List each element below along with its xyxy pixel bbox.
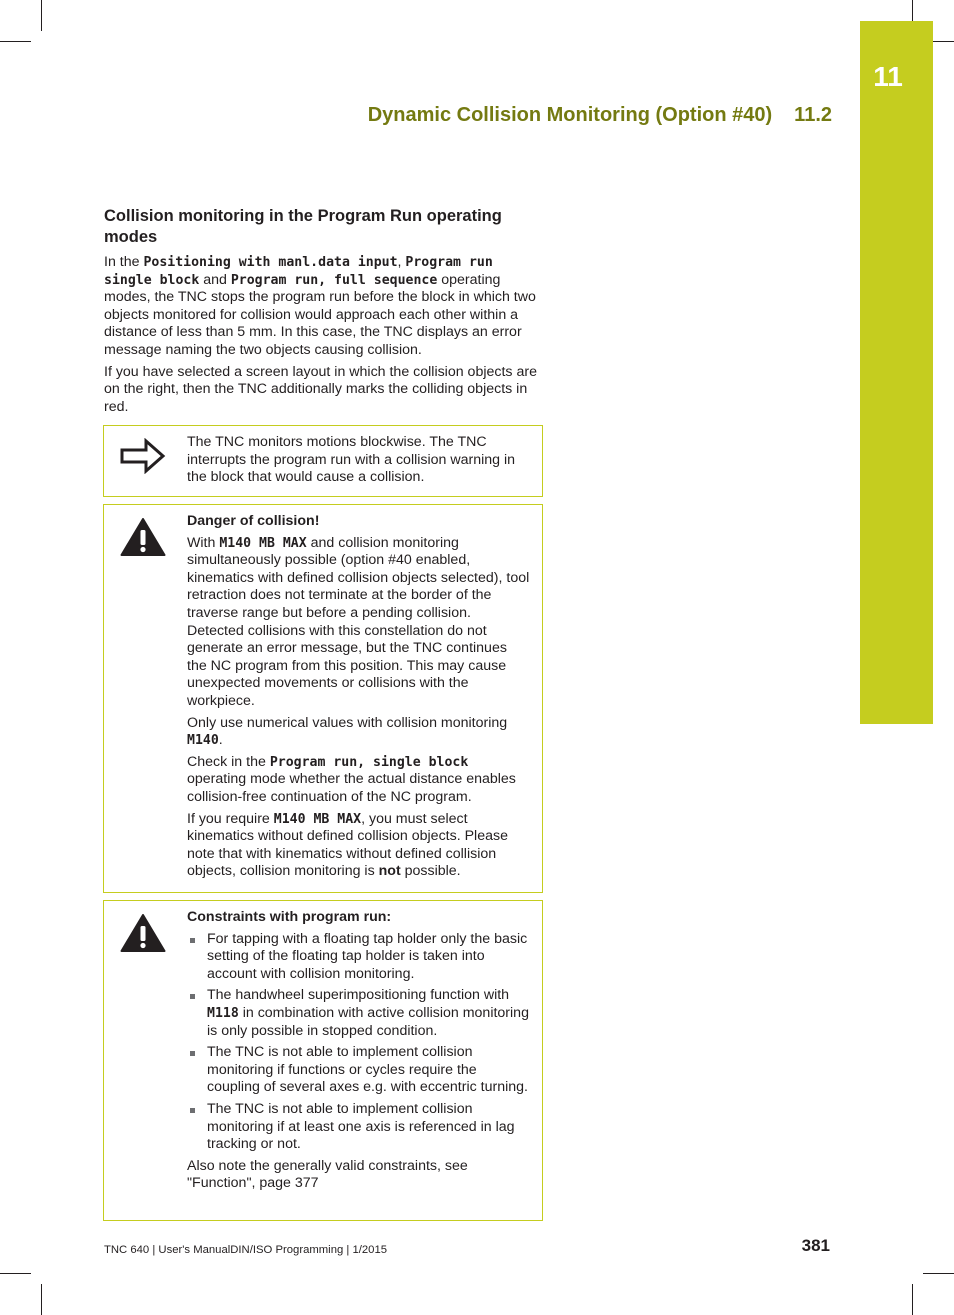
chapter-tab [860,21,933,724]
danger-paragraph: Check in the Program run, single block operating mode whether the actual distance enables collision-free continuation of the NC program. [187,753,516,805]
constraints-box [103,900,543,1221]
constraints-title: Constraints with program run: [187,909,392,925]
crop-mark [0,41,31,42]
constraints-list [187,931,530,1154]
bullet-icon [190,994,195,999]
bullet-icon [190,938,195,943]
list-item: The handwheel superimpositioning function with M118 in combination with active collision monitoring is only possible in stopped condition. [187,987,530,1040]
footer-text: TNC 640 | User's ManualDIN/ISO Programming | 1/2015 [104,1244,388,1256]
crop-mark [912,1284,913,1315]
note-text: The TNC monitors motions blockwise. The TNC interrupts the program run with a collision warning in the block that would cause a collision. [187,434,516,486]
list-item: For tapping with a floating tap holder only the basic setting of the floating tap holder is taken into account with collision monitoring. [187,931,530,984]
section-title: Dynamic Collision Monitoring (Option #40) [367,104,773,126]
crop-mark [923,1273,954,1274]
crop-mark [41,0,42,31]
intro-paragraph: In the Positioning with manl.data input, Program run single block and Program run, full sequence operating modes, the TNC stops the program run before the block in which two objects monitored for collision would approach each other within a distance of less than 5 mm. In this case, the TNC displays an error message naming the two objects causing collision. [104,254,536,358]
note-box [103,425,543,497]
list-item: The TNC is not able to implement collision monitoring if functions or cycles require the coupling of several axes e.g. with eccentric turning. [187,1044,530,1097]
danger-paragraph: Only use numerical values with collision monitoring M140. [187,714,508,749]
constraints-footer: Also note the generally valid constraints, see "Function", page 377 [187,1157,468,1192]
bullet-icon [190,1108,195,1113]
main-content [104,206,543,420]
danger-paragraph: With M140 MB MAX and collision monitoring simultaneously possible (option #40 enabled, kinematics with defined collision objects selected), tool retraction does not terminate at the border of the traverse range but before a pending collision. Detected collisions with this constellation do not generate an error message, but the TNC continues the NC program from this position. This may cause unexpected movements or collisions with the workpiece. [187,534,530,709]
intro-paragraph-2: If you have selected a screen layout in which the collision objects are on the right, then the TNC additionally marks the colliding objects in red. [104,363,537,415]
crop-mark [0,1273,31,1274]
running-head [368,104,832,127]
section-number: 11.2 [794,104,832,126]
list-item: The TNC is not able to implement collision monitoring if at least one axis is referenced in lag tracking or not. [187,1101,530,1154]
danger-box [103,504,543,893]
page-number: 381 [801,1236,830,1255]
bullet-icon [190,1051,195,1056]
danger-title: Danger of collision! [187,513,320,529]
page-heading: Collision monitoring in the Program Run operating modes [104,207,502,246]
crop-mark [41,1284,42,1315]
warning-icon [120,913,166,953]
danger-paragraph: If you require M140 MB MAX, you must select kinematics without defined collision objects. Please note that with kinematics without defined collision objects, collision monitoring is not possible. [187,810,508,880]
arrow-right-icon [120,438,166,474]
chapter-number: 11 [873,61,903,92]
warning-icon [120,517,166,557]
